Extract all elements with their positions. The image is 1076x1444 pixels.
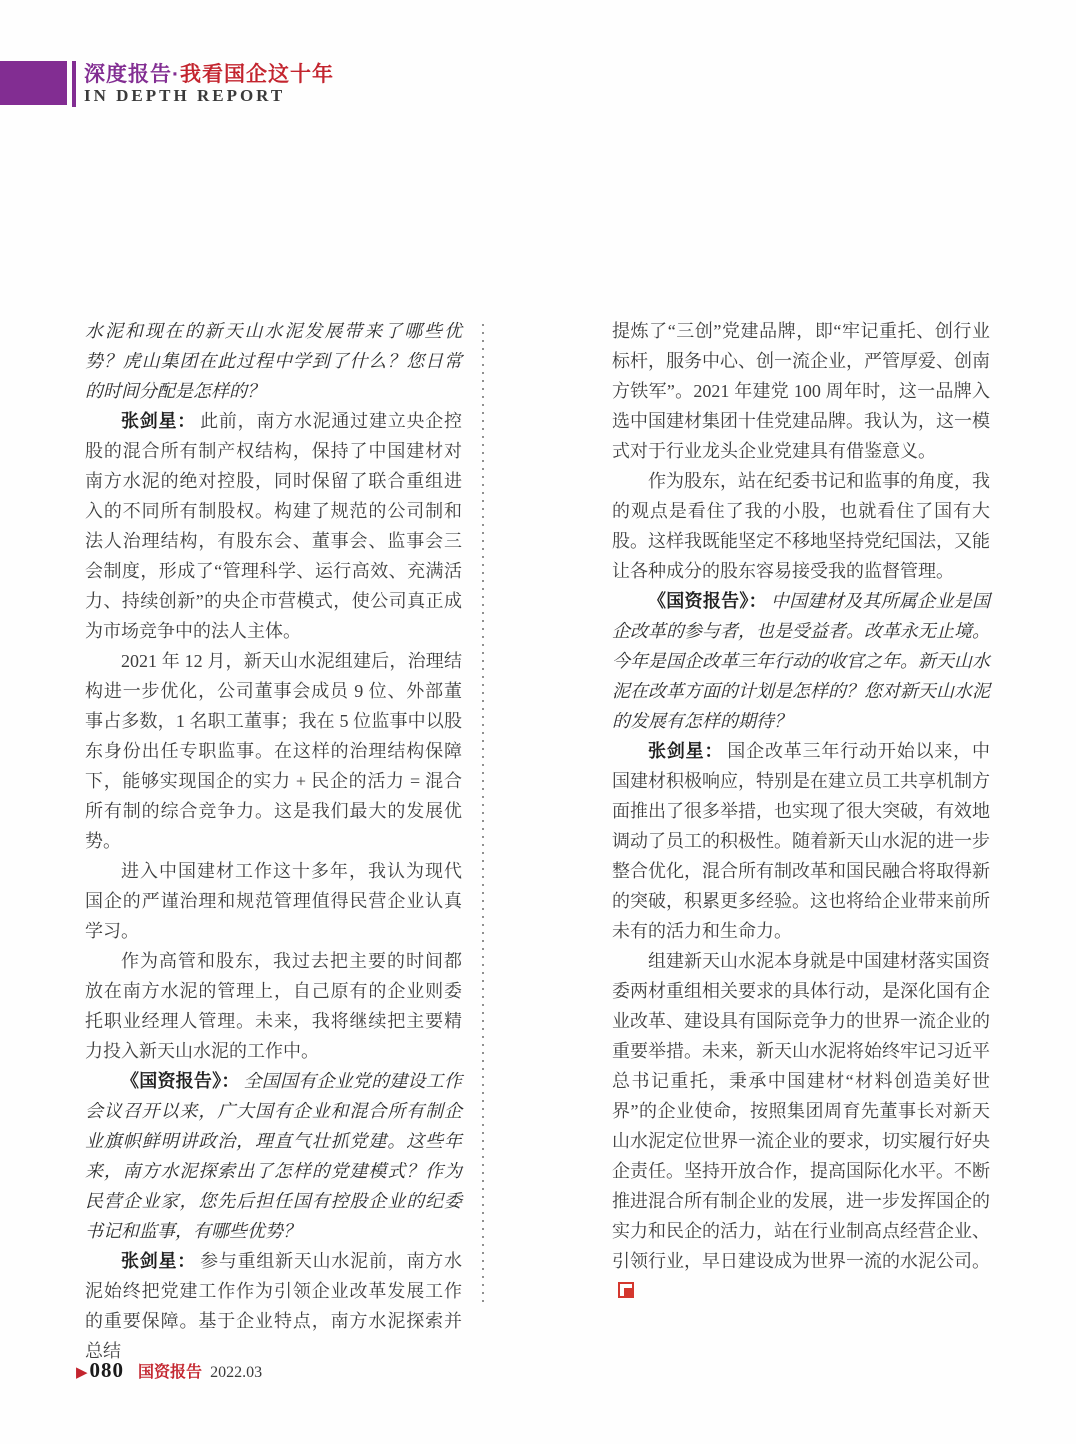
answer-paragraph [85,1246,462,1366]
section-title-separator: · [172,63,180,86]
header-accent-block [0,61,67,105]
header-divider-bar [72,61,76,107]
speaker-label: 张剑星： [121,411,197,431]
paragraph-text: 2021 年 12 月，新天山水泥组建后，治理结构进一步优化，公司董事会成员 9 位、外部董事占多数，1 名职工董事；我在 5 位监事中以股东身份出任专职监事。在这样的治理结构保障下，能够实现国企的实力 + 民企的活力 = 混合所有制的综合竞争力。这是我们最大的发展优势。 [85,651,462,851]
question-paragraph [85,1066,462,1246]
interviewer-label: 《国资报告》： [648,591,767,611]
question-paragraph [612,586,990,736]
answer-paragraph [85,946,462,1066]
article-end-icon [618,1282,634,1298]
speaker-label: 张剑星： [648,741,724,761]
section-title-en: IN DEPTH REPORT [84,86,286,105]
page-number: 080 [89,1358,125,1382]
answer-paragraph [612,946,990,1306]
paragraph-text: 作为高管和股东，我过去把主要的时间都放在南方水泥的管理上，自己原有的企业则委托职业经理人管理。未来，我将继续把主要精力投入新天山水泥的工作中。 [85,951,462,1061]
paragraph-text: 作为股东，站在纪委书记和监事的角度，我的观点是看住了我的小股，也就看住了国有大股。这样我既能坚定不移地坚持党纪国法，又能让各种成分的股东容易接受我的监督管理。 [612,471,990,581]
paragraph-text: 组建新天山水泥本身就是中国建材落实国资委两材重组相关要求的具体行动，是深化国有企业改革、建设具有国际竞争力的世界一流企业的重要举措。未来，新天山水泥将始终牢记习近平总书记重托，秉承中国建材“材料创造美好世界”的企业使命，按照集团周育先董事长对新天山水泥定位世界一流企业的要求，切实履行好央企责任。坚持开放合作，提高国际化水平。不断推进混合所有制企业的发展，进一步发挥国企的实力和民企的活力，站在行业制高点经营企业、引领行业，早日建设成为世界一流的水泥公司。 [612,951,990,1271]
paragraph-text: 参与重组新天山水泥前，南方水泥始终把党建工作作为引领企业改革发展工作的重要保障。基于企业特点，南方水泥探索并总结 [85,1251,463,1361]
article-column-left [85,316,462,1366]
footer [76,1358,262,1383]
paragraph-text: 进入中国建材工作这十多年，我认为现代国企的严谨治理和规范管理值得民营企业认真学习。 [85,861,462,941]
column-divider [482,324,484,1308]
paragraph-text: 提炼了“三创”党建品牌，即“牢记重托、创行业标杆，服务中心、创一流企业，严管厚爱、创南方铁军”。2021 年建党 100 周年时，这一品牌入选中国建材集团十佳党建品牌。我认为，这一模式对于行业龙头企业党建具有借鉴意义。 [612,321,990,461]
section-title-topic: 我看国企这十年 [180,63,334,86]
article-column-right [612,316,990,1306]
answer-paragraph [85,406,462,646]
paragraph-text: 中国建材及其所属企业是国企改革的参与者，也是受益者。改革永无止境。今年是国企改革三年行动的收官之年。新天山水泥在改革方面的计划是怎样的？您对新天山水泥的发展有怎样的期待？ [612,591,991,731]
footer-arrow-icon: ▶ [76,1363,88,1381]
answer-paragraph [612,466,990,586]
paragraph-text: 国企改革三年行动开始以来，中国建材积极响应，特别是在建立员工共享机制方面推出了很多举措，也实现了很大突破，有效地调动了员工的积极性。随着新天山水泥的进一步整合优化，混合所有制改革和国民融合将取得新的突破，积累更多经验。这也将给企业带来前所未有的活力和生命力。 [612,741,991,941]
question-paragraph [85,316,462,406]
paragraph-text: 水泥和现在的新天山水泥发展带来了哪些优势？虎山集团在此过程中学到了什么？您日常的时间分配是怎样的？ [85,321,462,401]
section-title [84,58,334,88]
magazine-logo: 国资报告 [138,1364,203,1381]
answer-paragraph [85,646,462,856]
speaker-label: 张剑星： [121,1251,197,1271]
issue-date: 2022.03 [210,1364,263,1381]
paragraph-text: 此前，南方水泥通过建立央企控股的混合所有制产权结构，保持了中国建材对南方水泥的绝对控股，同时保留了联合重组进入的不同所有制股权。构建了规范的公司制和法人治理结构，有股东会、董事会、监事会三会制度，形成了“管理科学、运行高效、充满活力、持续创新”的央企市营模式，使公司真正成为市场竞争中的法人主体。 [85,411,463,641]
section-title-cn: 深度报告 [84,63,172,86]
answer-paragraph [612,736,990,946]
answer-paragraph [612,316,990,466]
interviewer-label: 《国资报告》： [121,1071,240,1091]
paragraph-text: 全国国有企业党的建设工作会议召开以来，广大国有企业和混合所有制企业旗帜鲜明讲政治，理直气壮抓党建。这些年来，南方水泥探索出了怎样的党建模式？作为民营企业家，您先后担任国有控股企业的纪委书记和监事，有哪些优势？ [85,1071,463,1241]
answer-paragraph [85,856,462,946]
